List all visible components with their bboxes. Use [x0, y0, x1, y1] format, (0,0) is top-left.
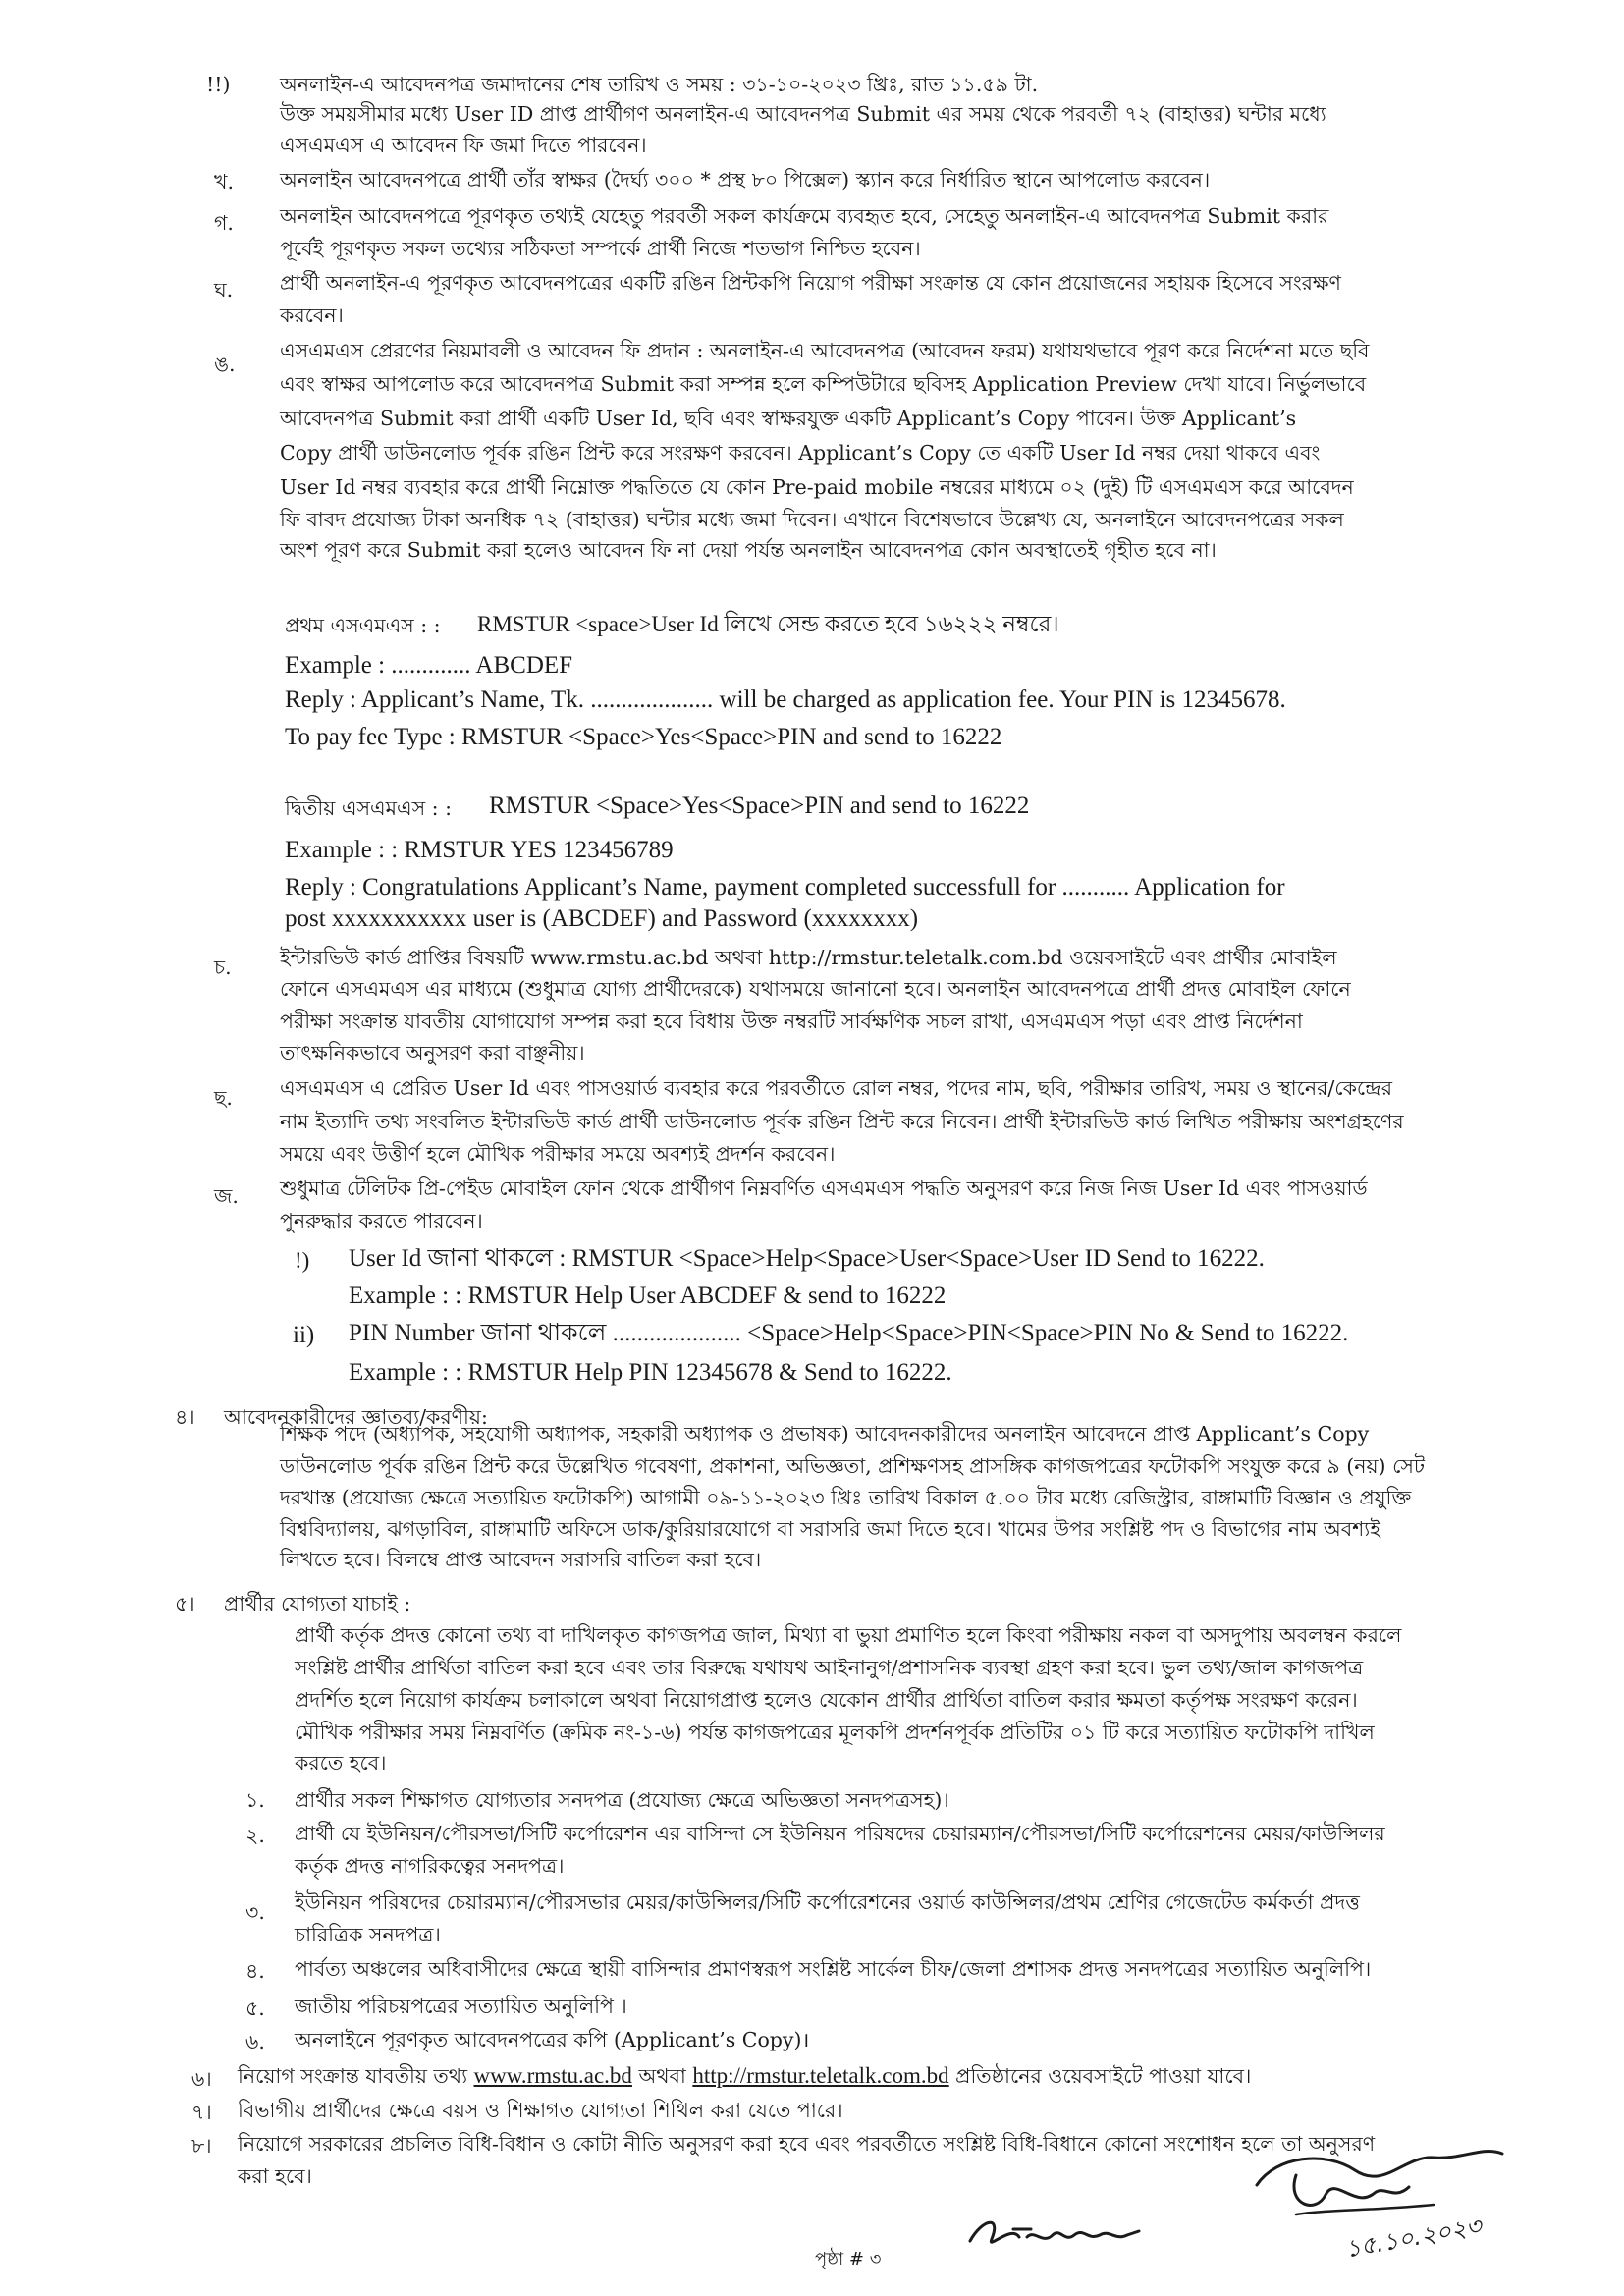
item-label: গ.	[214, 211, 234, 235]
section-line	[238, 2060, 1251, 2092]
sms-pay: To pay fee Type : RMSTUR <Space>Yes<Space>PIN and send to 16222	[285, 724, 1002, 750]
list-item: জাতীয় পরিচয়পত্রের সত্যায়িত অনুলিপি ।	[295, 1995, 627, 2018]
sms-reply: Reply : Congratulations Applicant’s Name, payment completed successfull for ........... Application for	[285, 874, 1285, 901]
section-heading: প্রার্থীর যোগ্যতা যাচাই :	[224, 1592, 411, 1615]
item-label: ছ.	[214, 1086, 233, 1110]
teletalk-link[interactable]: http://rmstur.teletalk.com.bd	[692, 2063, 949, 2088]
item-line: অনলাইন আবেদনপত্রে প্রার্থী তাঁর স্বাক্ষর (দৈর্ঘ্য ৩০০ * প্রস্থ ৮০ পিক্সেল) স্ক্যান করে নির্ধারিত স্থানে আপলোড করবেন।	[280, 168, 1211, 191]
item-line: ফি বাবদ প্রযোজ্য টাকা অনধিক ৭২ (বাহাত্তর) ঘন্টার মধ্যে জমা দিবেন। এখানে বিশেষভাবে উল্লেখ্য যে, অনলাইনে আবেদনপত্রের সকল	[280, 508, 1344, 531]
sms-reply: Reply : Applicant’s Name, Tk. .................... will be charged as application fee. Your PIN is 12345678.	[285, 686, 1286, 713]
section-line: প্রদর্শিত হলে নিয়োগ কার্যক্রম চলাকালে অথবা নিয়োগপ্রাপ্ত হলেও যেকোন প্রার্থীর প্রার্থিতা বাতিল করার ক্ষমতা কর্তৃপক্ষ সংরক্ষণ করেন।	[295, 1688, 1358, 1712]
list-item: কর্তৃক প্রদত্ত নাগরিকত্বের সনদপত্র।	[295, 1854, 565, 1878]
item-line: উক্ত সময়সীমার মধ্যে User ID প্রাপ্ত প্রার্থীগণ অনলাইন-এ আবেদনপত্র Submit এর সময় থেকে পরবর্তী ৭২ (বাহাত্তর) ঘন্টার মধ্যে	[280, 102, 1326, 126]
item-label: ঘ.	[214, 278, 234, 301]
sub-line: PIN Number জানা থাকলে ..................... <Space>Help<Space>PIN<Space>PIN No & Send to 16222.	[349, 1320, 1349, 1346]
section-line: করতে হবে।	[295, 1751, 387, 1775]
item-label: জ.	[214, 1184, 239, 1208]
sms-reply: post xxxxxxxxxxx user is (ABCDEF) and Password (xxxxxxxx)	[285, 905, 919, 932]
sub-example: Example : : RMSTUR Help User ABCDEF & send to 16222	[349, 1283, 947, 1309]
list-item: প্রার্থী যে ইউনিয়ন/পৌরসভা/সিটি কর্পোরেশন এর বাসিন্দা সে ইউনিয়ন পরিষদের চেয়ারম্যান/পৌরসভা/সিটি কর্পোরেশনের মেয়র/কাউন্সিলর	[295, 1822, 1385, 1845]
signature-left	[962, 2180, 1218, 2269]
item-line: এসএমএস এ প্রেরিত User Id এবং পাসওয়ার্ড ব্যবহার করে পরবর্তীতে রোল নম্বর, পদের নাম, ছবি, পরীক্ষার তারিখ, সময় ও স্থানের/কেন্দ্রের	[280, 1076, 1393, 1100]
sub-line: User Id জানা থাকলে : RMSTUR <Space>Help<Space>User<Space>User ID Send to 16222.	[349, 1245, 1265, 1272]
sms-example: Example : : RMSTUR YES 123456789	[285, 837, 674, 863]
text: অথবা	[631, 2064, 693, 2088]
section-line: ডাউনলোড পূর্বক রঙিন প্রিন্ট করে উল্লেখিত গবেষণা, প্রকাশনা, অভিজ্ঞতা, প্রশিক্ষণসহ প্রাসঙ্গিক কাগজপত্রের ফটোকপি সংযুক্ত করে ৯ (নয়) সেট	[280, 1454, 1426, 1478]
section-line: করা হবে।	[238, 2164, 312, 2188]
list-item: ইউনিয়ন পরিষদের চেয়ারম্যান/পৌরসভার মেয়র/কাউন্সিলর/সিটি কর্পোরেশনের ওয়ার্ড কাউন্সিলর/প্রথম শ্রেণির গেজেটেড কর্মকর্তা প্রদত্ত	[295, 1890, 1360, 1914]
section-line: দরখাস্ত (প্রযোজ্য ক্ষেত্রে সত্যায়িত ফটোকপি) আগামী ০৯-১১-২০২৩ খ্রিঃ তারিখ বিকাল ৫.০০ টার মধ্যে রেজিস্ট্রার, রাঙ্গামাটি বিজ্ঞান ও প্রযুক্তি	[280, 1486, 1412, 1509]
sms-example: Example : ............. ABCDEF	[285, 652, 573, 679]
section-line: শিক্ষক পদে (অধ্যাপক, সহযোগী অধ্যাপক, সহকারী অধ্যাপক ও প্রভাষক) আবেদনকারীদের অনলাইন আবেদনে প্রাপ্ত Applicant’s Copy	[280, 1422, 1370, 1446]
section-line: মৌখিক পরীক্ষার সময় নিম্নবর্ণিত (ক্রমিক নং-১-৬) পর্যন্ত কাগজপত্রের মূলকপি প্রদর্শনপূর্বক প্রতিটির ০১ টি করে সত্যায়িত ফটোকপি দাখিল	[295, 1721, 1375, 1744]
item-line: শুধুমাত্র টেলিটক প্রি-পেইড মোবাইল ফোন থেকে প্রার্থীগণ নিম্নবর্ণিত এসএমএস পদ্ধতি অনুসরণ করে নিজ নিজ User Id এবং পাসওয়ার্ড	[280, 1176, 1368, 1200]
item-line: তাৎক্ষনিকভাবে অনুসরণ করা বাঞ্ছনীয়।	[280, 1041, 585, 1065]
signature-right	[1237, 2116, 1532, 2264]
section-heading: আবেদনকারীদের জ্ঞাতব্য/করণীয়:	[224, 1405, 488, 1429]
section-number: ৮।	[191, 2134, 212, 2158]
text: প্রতিষ্ঠানের ওয়েবসাইটে পাওয়া যাবে।	[948, 2064, 1252, 2088]
item-line: প্রার্থী অনলাইন-এ পূরণকৃত আবেদনপত্রের একটি রঙিন প্রিন্টকপি নিয়োগ পরীক্ষা সংক্রান্ত যে কোন প্রয়োজনের সহায়ক হিসেবে সংরক্ষণ	[280, 271, 1341, 295]
item-line: এসএমএস এ আবেদন ফি জমা দিতে পারবেন।	[280, 134, 647, 157]
list-number: ৫.	[245, 1996, 265, 2020]
list-number: ৬.	[245, 2030, 265, 2053]
item-label: চ.	[214, 956, 232, 979]
item-line: পরীক্ষা সংক্রান্ত যাবতীয় যোগাযোগ সম্পন্ন করা হবে বিধায় উক্ত নম্বরটি সার্বক্ষণিক সচল রাখা, এসএমএস পড়া এবং প্রাপ্ত নির্দেশনা	[280, 1010, 1303, 1033]
section-number: ৫।	[175, 1592, 195, 1615]
item-line: পুনরুদ্ধার করতে পারবেন।	[280, 1209, 483, 1232]
section-line: প্রার্থী কর্তৃক প্রদত্ত কোনো তথ্য বা দাখিলকৃত কাগজপত্র জাল, মিথ্যা বা ভুয়া প্রমাণিত হলে কিংবা পরীক্ষায় নকল বা অসদুপায় অবলম্বন করলে	[295, 1623, 1402, 1647]
item-line: আবেদনপত্র Submit করা প্রার্থী একটি User Id, ছবি এবং স্বাক্ষরযুক্ত একটি Applicant’s Copy পাবেন। উক্ত Applicant’s	[280, 407, 1297, 430]
section-line: বিশ্ববিদ্যালয়, ঝগড়াবিল, রাঙ্গামাটি অফিসে ডাক/কুরিয়ারযোগে বা সরাসরি জমা দিতে হবে। খামের উপর সংশ্লিষ্ট পদ ও বিভাগের নাম অবশ্যই	[280, 1517, 1380, 1541]
sub-example: Example : : RMSTUR Help PIN 12345678 & Send to 16222.	[349, 1359, 952, 1386]
section-line: নিয়োগে সরকারের প্রচলিত বিধি-বিধান ও কোটা নীতি অনুসরণ করা হবে এবং পরবর্তীতে সংশ্লিষ্ট বিধি-বিধানে কোনো সংশোধন হলে তা অনুসরণ	[238, 2132, 1376, 2156]
sub-label: !)	[295, 1248, 310, 1273]
text: নিয়োগ সংক্রান্ত যাবতীয় তথ্য	[238, 2064, 474, 2088]
section-number: ৪।	[175, 1405, 195, 1429]
list-number: ৪.	[245, 1959, 265, 1983]
list-item: পার্বত্য অঞ্চলের অধিবাসীদের ক্ষেত্রে স্থায়ী বাসিন্দার প্রমাণস্বরূপ সংশ্লিষ্ট সার্কেল চীফ/জেলা প্রশাসক প্রদত্ত সনদপত্রের সত্যায়িত অনুলিপি।	[295, 1957, 1372, 1981]
list-item: চারিত্রিক সনদপত্র।	[295, 1923, 441, 1946]
item-line: সময়ে এবং উত্তীর্ণ হলে মৌখিক পরীক্ষার সময়ে অবশ্যই প্রদর্শন করবেন।	[280, 1142, 836, 1166]
section-line: সংশ্লিষ্ট প্রার্থীর প্রার্থিতা বাতিল করা হবে এবং তার বিরুদ্ধে যথাযথ আইনানুগ/প্রশাসনিক ব্যবস্থা গ্রহণ করা হবে। ভুল তথ্য/জাল কাগজপত্র	[295, 1656, 1364, 1679]
item-label: !!)	[206, 73, 231, 96]
item-label: খ.	[214, 170, 234, 193]
item-line: নাম ইত্যাদি তথ্য সংবলিত ইন্টারভিউ কার্ড প্রার্থী ডাউনলোড পূর্বক রঙিন প্রিন্ট করে নিবেন। প্রার্থী ইন্টারভিউ কার্ড লিখিত পরীক্ষায় অংশগ্রহণের	[280, 1110, 1404, 1133]
list-number: ১.	[245, 1788, 265, 1812]
item-line: পূর্বেই পূরণকৃত সকল তথ্যের সঠিকতা সম্পর্কে প্রার্থী নিজে শতভাগ নিশ্চিত হবেন।	[280, 237, 921, 260]
section-number: ৭।	[191, 2101, 212, 2124]
item-line: Copy প্রার্থী ডাউনলোড পূর্বক রঙিন প্রিন্ট করে সংরক্ষণ করবেন। Applicant’s Copy তে একটি User Id নম্বর দেয়া থাকবে এবং	[280, 441, 1321, 465]
item-line: ইন্টারভিউ কার্ড প্রাপ্তির বিষয়টি www.rmstu.ac.bd অথবা http://rmstur.teletalk.com.bd ওয়েবসাইটে এবং প্রার্থীর মোবাইল	[280, 946, 1337, 969]
sms-command: RMSTUR <Space>Yes<Space>PIN and send to 16222	[489, 793, 1030, 819]
sub-label: ii)	[293, 1322, 315, 1348]
section-number: ৬।	[191, 2067, 212, 2091]
item-line: ফোনে এসএমএস এর মাধ্যমে (শুধুমাত্র যোগ্য প্রার্থীদেরকে) যথাসময়ে জানানো হবে। অনলাইন আবেদনপত্রে প্রার্থী প্রদত্ত মোবাইল ফোনে	[280, 977, 1351, 1001]
section-line: বিভাগীয় প্রার্থীদের ক্ষেত্রে বয়স ও শিক্ষাগত যোগ্যতা শিথিল করা যেতে পারে।	[238, 2099, 843, 2122]
item-line: অংশ পূরণ করে Submit করা হলেও আবেদন ফি না দেয়া পর্যন্ত অনলাইন আবেদনপত্র কোন অবস্থাতেই গৃহীত হবে না।	[280, 538, 1217, 562]
list-number: ৩.	[245, 1900, 265, 1924]
section-line: লিখতে হবে। বিলম্বে প্রাপ্ত আবেদন সরাসরি বাতিল করা হবে।	[280, 1548, 762, 1571]
item-line: এসএমএস প্রেরণের নিয়মাবলী ও আবেদন ফি প্রদান : অনলাইন-এ আবেদনপত্র (আবেদন ফরম) যথাযথভাবে পূরণ করে নির্দেশনা মতে ছবি	[280, 339, 1370, 362]
sms-label: দ্বিতীয় এসএমএস : :	[285, 796, 452, 820]
item-line: এবং স্বাক্ষর আপলোড করে আবেদনপত্র Submit করা সম্পন্ন হলে কম্পিউটারে ছবিসহ Application Preview দেখা যাবে। নির্ভুলভাবে	[280, 372, 1367, 396]
item-line: User Id নম্বর ব্যবহার করে প্রার্থী নিম্নোক্ত পদ্ধতিতে যে কোন Pre-paid mobile নম্বরের মাধ্যমে ০২ (দুই) টি এসএমএস করে আবেদন	[280, 475, 1354, 499]
item-label: ঙ.	[214, 353, 236, 376]
signature-date: ১৫.১০.২০২৩	[1343, 2212, 1484, 2264]
list-number: ২.	[245, 1824, 265, 1847]
list-item: অনলাইনে পূরণকৃত আবেদনপত্রের কপি (Applicant’s Copy)।	[295, 2028, 810, 2051]
rmstu-link[interactable]: www.rmstu.ac.bd	[473, 2063, 632, 2088]
item-line: অনলাইন-এ আবেদনপত্র জমাদানের শেষ তারিখ ও সময় : ৩১-১০-২০২৩ খ্রিঃ, রাত ১১.৫৯ টা.	[280, 73, 1039, 96]
item-line: করবেন।	[280, 303, 344, 327]
page-number: পৃষ্ঠা # ৩	[815, 2249, 882, 2269]
sms-label: প্রথম এসএমএস : :	[285, 614, 441, 637]
list-item: প্রার্থীর সকল শিক্ষাগত যোগ্যতার সনদপত্র (প্রযোজ্য ক্ষেত্রে অভিজ্ঞতা সনদপত্রসহ)।	[295, 1788, 949, 1812]
sms-command: RMSTUR <space>User Id লিখে সেন্ড করতে হবে ১৬২২২ নম্বরে।	[477, 612, 1059, 636]
item-line: অনলাইন আবেদনপত্রে পূরণকৃত তথ্যই যেহেতু পরবর্তী সকল কার্যক্রমে ব্যবহৃত হবে, সেহেতু অনলাইন-এ আবেদনপত্র Submit করার	[280, 204, 1329, 228]
